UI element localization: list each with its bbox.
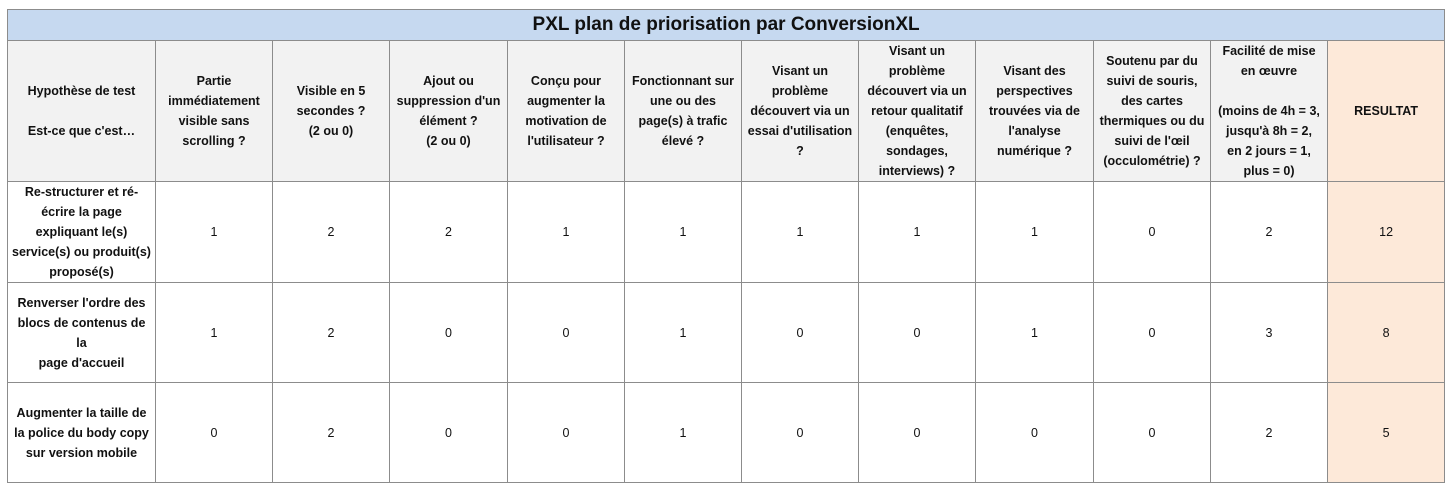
text-line: Visant un [771,64,829,78]
score-cell: 0 [390,383,508,483]
text-line: découvert via un [750,104,850,118]
score-cell: 1 [976,283,1094,383]
result-cell: 12 [1328,182,1445,283]
text-line: Partie [196,74,232,88]
text-line: (enquêtes, [885,124,949,138]
text-line: service(s) ou produit(s) [12,245,151,259]
score-cell: 0 [742,383,859,483]
text-line: plus = 0) [1243,164,1295,178]
row-hypothesis [8,283,156,383]
result-cell: 5 [1328,383,1445,483]
text-line: élément ? [419,114,478,128]
text-line: (2 ou 0) [308,124,354,138]
header-criterion-digital-analytics [976,41,1094,182]
text-line: visible sans [178,114,250,128]
text-line: problème [888,64,946,78]
score-cell: 0 [508,383,625,483]
text-line: Hypothèse de test [27,84,136,98]
score-cell: 1 [625,182,742,283]
score-cell: 1 [976,182,1094,283]
score-cell: 2 [1211,182,1328,283]
header-criterion-add-remove-element [390,41,508,182]
score-cell: 1 [156,182,273,283]
score-cell: 1 [742,182,859,283]
pxl-prioritization-table [7,9,1445,483]
text-line: trouvées via de [988,104,1080,118]
text-line: Est-ce que c'est… [27,124,136,138]
table-row [8,383,1445,483]
score-cell: 0 [859,383,976,483]
score-cell: 1 [625,283,742,383]
text-line: suivi de souris, [1106,74,1198,88]
score-cell: 0 [390,283,508,383]
text-line: sondages, [886,144,948,158]
header-criterion-qualitative-feedback [859,41,976,182]
header-criterion-visible-in-5-seconds [273,41,390,182]
text-line: suppression d'un [396,94,501,108]
text-line: Renverser l'ordre des [17,295,146,310]
text-line: proposé(s) [49,265,114,279]
text-line: des cartes [1121,94,1183,108]
row-hypothesis [8,182,156,283]
text-line: Visible en 5 [296,84,366,98]
text-line: scrolling ? [182,134,246,148]
score-cell: 2 [390,182,508,283]
text-line: immédiatement [168,94,260,108]
score-cell: 1 [625,383,742,483]
text-line: (2 ou 0) [426,134,471,148]
text-line: élevé ? [661,134,705,148]
score-cell: 1 [859,182,976,283]
text-line: jusqu'à 8h = 2, [1226,124,1312,138]
text-line: problème [771,84,829,98]
text-line: Fonctionnant sur [631,74,735,88]
header-criterion-ease-of-implementation [1211,41,1328,182]
header-criterion-user-motivation [508,41,625,182]
text-line: expliquant le(s) [35,225,128,239]
text-line [1214,81,1324,101]
text-line: (occulométrie) ? [1103,154,1201,168]
score-cell: 0 [859,283,976,383]
text-line: Re-structurer et ré- [24,185,139,199]
text-line: Visant des [1003,64,1066,78]
score-cell: 0 [508,283,625,383]
score-cell: 2 [1211,383,1328,483]
row-hypothesis [8,383,156,483]
text-line: la police du body copy [14,425,149,440]
text-line: ? [796,144,804,158]
score-cell: 1 [156,283,273,383]
text-line: l'utilisateur ? [527,134,605,148]
score-cell: 3 [1211,283,1328,383]
text-line: une ou des [650,94,716,108]
header-criterion-usability-test [742,41,859,182]
score-cell: 1 [508,182,625,283]
result-cell: 8 [1328,283,1445,383]
header-criterion-mouse-eye-tracking [1094,41,1211,182]
text-line: Augmenter la taille de [16,405,147,420]
score-cell: 0 [1094,182,1211,283]
text-line: découvert via un [867,84,967,98]
score-cell: 0 [1094,283,1211,383]
text-line: Soutenu par du [1106,54,1198,68]
text-line: retour qualitatif [871,104,963,118]
text-line: (moins de 4h = 3, [1218,104,1320,118]
text-line: motivation de [525,114,607,128]
text-line: Visant un [888,44,946,58]
text-line: interviews) ? [878,164,956,178]
text-line: suivi de l'œil [1114,134,1190,148]
score-cell: 0 [976,383,1094,483]
header-criterion-visible-without-scrolling [156,41,273,182]
table-title: PXL plan de priorisation par ConversionXL [8,10,1445,41]
text-line: page(s) à trafic [638,114,728,128]
text-line [11,101,152,121]
text-line: essai d'utilisation [747,124,853,138]
score-cell: 0 [1094,383,1211,483]
text-line: l'analyse [1008,124,1061,138]
text-line: Conçu pour [530,74,602,88]
text-line: augmenter la [527,94,605,108]
header-hypothesis [8,41,156,182]
score-cell: 2 [273,383,390,483]
text-line: en 2 jours = 1, [1227,144,1311,158]
score-cell: 2 [273,182,390,283]
header-row [8,41,1445,182]
text-line: sur version mobile [25,445,138,460]
header-criterion-high-traffic-pages [625,41,742,182]
text-line: thermiques ou du [1099,114,1205,128]
text-line: numérique ? [996,144,1072,158]
text-line: page d'accueil [38,355,125,370]
text-line: Facilité de mise [1222,44,1316,58]
text-line: écrire la page [41,205,122,219]
text-line: blocs de contenus de la [17,315,146,350]
score-cell: 0 [156,383,273,483]
text-line: perspectives [996,84,1073,98]
score-cell: 2 [273,283,390,383]
text-line: secondes ? [296,104,366,118]
table-row [8,182,1445,283]
score-cell: 0 [742,283,859,383]
text-line: en œuvre [1240,64,1298,78]
header-result: RESULTAT [1328,41,1445,182]
text-line: Ajout ou [423,74,474,88]
table-row [8,283,1445,383]
